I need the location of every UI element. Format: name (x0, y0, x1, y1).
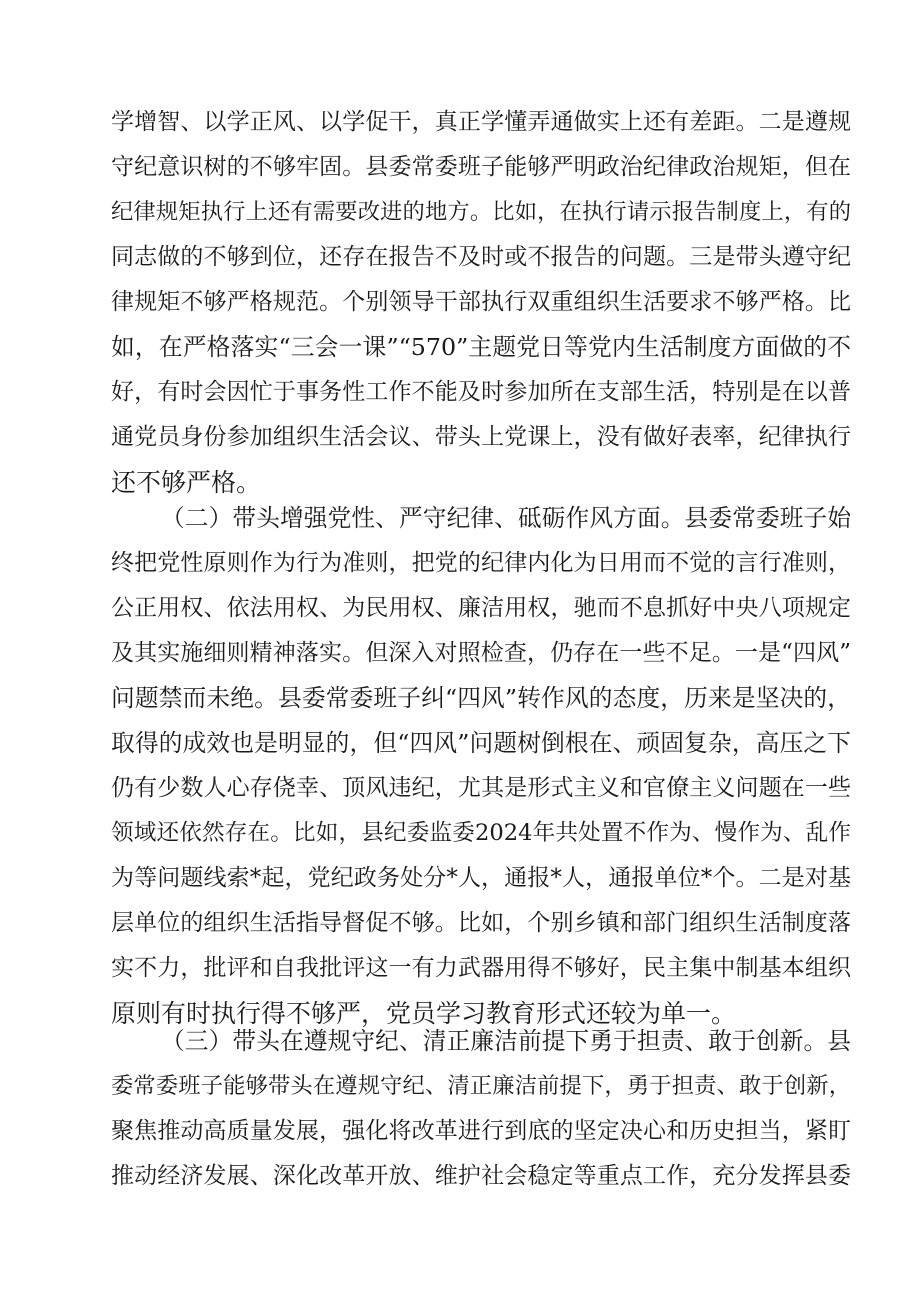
text-line: 推动经济发展、深化改革开放、维护社会稳定等重点工作，充分发挥县委 (111, 1163, 851, 1189)
text-line: 学增智、以学正风、以学促干，真正学懂弄通做实上还有差距。二是遵规 (111, 109, 851, 135)
paragraph-section-3 (111, 1019, 851, 1199)
text-line: 律规矩不够严格规范。个别领导干部执行双重组织生活要求不够严格。比 (111, 289, 851, 315)
paragraph-continuation (111, 100, 851, 505)
section-heading-line: （三）带头在遵规守纪、清正廉洁前提下勇于担责、敢于创新。县 (161, 1027, 851, 1055)
text-line: 如，在严格落实“三会一课”“570”主题党日等党内生活制度方面做的不 (111, 333, 851, 361)
text-line: 为等问题线索*起，党纪政务处分*人，通报*人，通报单位*个。二是对基 (111, 865, 851, 891)
text-line: 实不力，批评和自我批评这一有力武器用得不够好，民主集中制基本组织 (111, 955, 851, 981)
text-line: 问题禁而未绝。县委常委班子纠“四风”转作风的态度，历来是坚决的， (111, 684, 851, 712)
text-line: 领域还依然存在。比如，县纪委监委2024年共处置不作为、慢作为、乱作 (111, 820, 851, 846)
paragraph-section-2 (111, 496, 851, 1036)
text-line: 取得的成效也是明显的，但“四风”问题树倒根在、顽固复杂，高压之下 (111, 729, 851, 757)
text-line: 好，有时会因忙于事务性工作不能及时参加所在支部生活，特别是在以普 (111, 379, 851, 405)
text-line: 终把党性原则作为行为准则，把党的纪律内化为日用而不觉的言行准则， (111, 550, 851, 576)
text-line: 守纪意识树的不够牢固。县委常委班子能够严明政治纪律政治规矩，但在 (111, 154, 851, 180)
text-line: 同志做的不够到位，还存在报告不及时或不报告的问题。三是带头遵守纪 (111, 244, 851, 270)
text-line: 层单位的组织生活指导督促不够。比如，个别乡镇和部门组织生活制度落 (111, 910, 851, 936)
text-line: 仍有少数人心存侥幸、顶风违纪，尤其是形式主义和官僚主义问题在一些 (111, 775, 851, 801)
section-heading-line: （二）带头增强党性、严守纪律、砥砺作风方面。县委常委班子始 (161, 504, 851, 532)
text-line: 通党员身份参加组织生活会议、带头上党课上，没有做好表率，纪律执行 (111, 424, 851, 450)
text-line: 委常委班子能够带头在遵规守纪、清正廉洁前提下，勇于担责、敢于创新， (111, 1073, 851, 1099)
text-line: 还不够严格。 (111, 468, 262, 497)
text-line: 及其实施细则精神落实。但深入对照检查，仍存在一些不足。一是“四风” (111, 640, 851, 666)
text-line: 纪律规矩执行上还有需要改进的地方。比如，在执行请示报告制度上，有的 (111, 199, 851, 225)
text-line: 公正用权、依法用权、为民用权、廉洁用权，驰而不息抓好中央八项规定 (111, 595, 851, 621)
text-line: 原则有时执行得不够严，党员学习教育形式还较为单一。 (111, 999, 737, 1028)
text-line: 聚焦推动高质量发展，强化将改革进行到底的坚定决心和历史担当，紧盯 (111, 1118, 851, 1144)
